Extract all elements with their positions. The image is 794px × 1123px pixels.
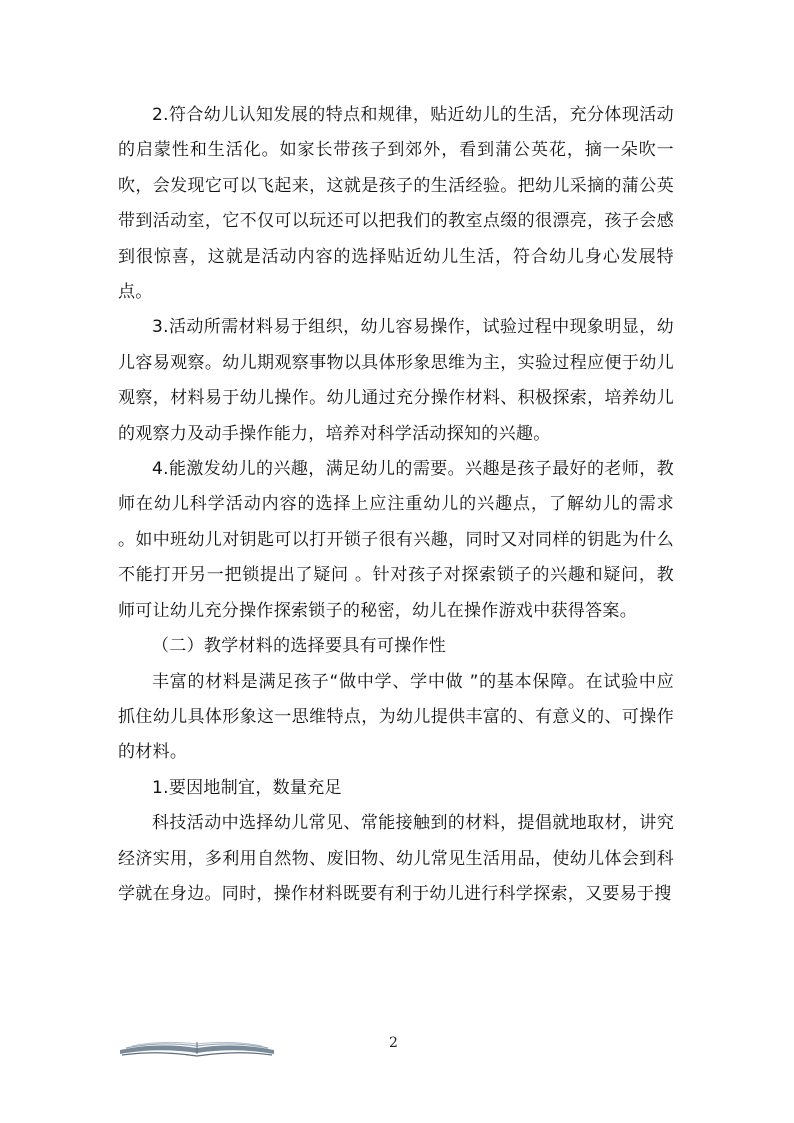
page-number: 2 bbox=[389, 1035, 398, 1051]
open-book-icon bbox=[118, 1036, 276, 1058]
section-heading-2: （二）教学材料的选择要具有可操作性 bbox=[152, 636, 447, 657]
paragraph-point-4: 4.能激发幼儿的兴趣，满足幼儿的需要。兴趣是孩子最好的老师，教师在幼儿科学活动内容的选择上应注重幼儿的兴趣点，了解幼儿的需求 。如中班幼儿对钥匙可以打开锁子很有兴趣，同时又对同样的钥匙为什么不能打开另一把锁提出了疑问 。针对孩子对探索锁子的兴趣和疑问，教师可让幼儿充分操作探索锁子的秘密，幼儿在操作游戏中获得答案。 bbox=[118, 459, 674, 621]
document-body bbox=[118, 98, 674, 912]
paragraph-point-3: 3.活动所需材料易于组织，幼儿容易操作，试验过程中现象明显，幼儿容易观察。幼儿期观察事物以具体形象思维为主，实验过程应便于幼儿观察，材料易于幼儿操作。幼儿通过充分操作材料、积极探索，培养幼儿的观察力及动手操作能力，培养对科学活动探知的兴趣。 bbox=[118, 317, 674, 444]
paragraph-materials-detail: 科技活动中选择幼儿常见、常能接触到的材料，提倡就地取材，讲究经济实用，多利用自然物、废旧物、幼儿常见生活用品，使幼儿体会到科学就在身边。同时，操作材料既要有利于幼儿进行科学探索，又要易于搜 bbox=[118, 813, 674, 904]
paragraph-point-2: 2.符合幼儿认知发展的特点和规律，贴近幼儿的生活，充分体现活动的启蒙性和生活化。如家长带孩子到郊外，看到蒲公英花，摘一朵吹一吹，会发现它可以飞起来，这就是孩子的生活经验。把幼儿采摘的蒲公英带到活动室，它不仅可以玩还可以把我们的教室点缀的很漂亮，孩子会感到很惊喜，这就是活动内容的选择贴近幼儿生活，符合幼儿身心发展特点。 bbox=[118, 105, 674, 303]
subheading-1: 1.要因地制宜，数量充足 bbox=[152, 777, 342, 798]
paragraph-materials-intro: 丰富的材料是满足孩子“做中学、学中做 ”的基本保障。在试验中应抓住幼儿具体形象这一思维特点，为幼儿提供丰富的、有意义的、可操作的材料。 bbox=[118, 671, 674, 763]
